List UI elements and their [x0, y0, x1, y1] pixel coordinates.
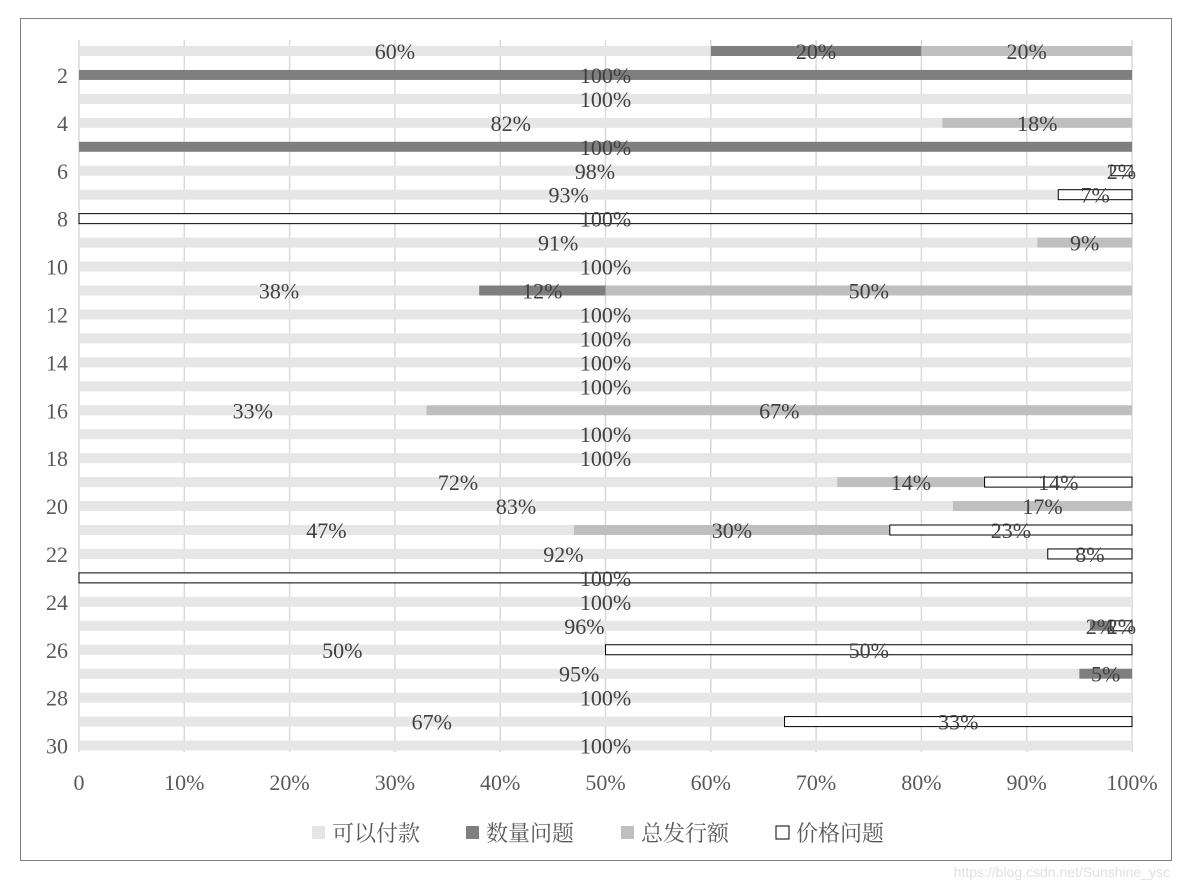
legend-label-3: 总发行额	[641, 822, 730, 847]
data-label: 17%	[1022, 494, 1063, 520]
data-label: 100%	[579, 254, 632, 280]
x-tick-label: 20%	[269, 770, 310, 795]
data-label: 60%	[374, 39, 416, 64]
data-label: 100%	[579, 733, 632, 759]
x-tick-label: 100%	[1106, 770, 1158, 795]
data-label: 67%	[759, 398, 800, 424]
data-label: 100%	[579, 326, 632, 352]
y-tick-label: 10	[46, 254, 68, 280]
y-tick-label: 6	[57, 158, 68, 184]
x-tick-label: 80%	[901, 770, 942, 795]
y-tick-label: 20	[46, 494, 68, 520]
data-label: 100%	[579, 350, 632, 376]
data-label: 95%	[559, 661, 600, 687]
data-label: 50%	[848, 278, 889, 304]
data-label: 2%	[1085, 613, 1116, 639]
data-label: 33%	[938, 709, 979, 735]
y-axis	[46, 63, 68, 759]
y-tick-label: 8	[57, 206, 68, 232]
data-label: 82%	[490, 110, 531, 136]
y-tick-label: 4	[57, 110, 68, 136]
y-tick-label: 26	[46, 637, 68, 663]
y-tick-label: 30	[46, 733, 68, 759]
data-label: 91%	[537, 230, 579, 256]
data-label: 100%	[579, 206, 632, 232]
data-label: 98%	[574, 158, 616, 184]
y-tick-label: 14	[46, 350, 68, 376]
legend-swatch-2	[466, 826, 479, 839]
y-tick-label: 24	[46, 589, 68, 615]
data-label: 5%	[1091, 661, 1121, 687]
data-label: 8%	[1075, 541, 1105, 567]
data-label: 9%	[1069, 230, 1100, 256]
data-label: 83%	[495, 494, 537, 520]
data-label: 100%	[579, 62, 632, 88]
y-tick-label: 22	[46, 541, 68, 567]
data-label: 100%	[579, 422, 632, 448]
y-tick-label: 2	[57, 62, 68, 88]
x-tick-label: 50%	[585, 770, 626, 795]
data-label: 100%	[579, 589, 632, 615]
data-label: 38%	[258, 278, 300, 304]
data-label: 100%	[579, 134, 632, 160]
y-tick-label: 18	[46, 446, 68, 472]
watermark-text: https://blog.csdn.net/Sunshine_ysc	[953, 864, 1170, 880]
x-tick-label: 60%	[690, 770, 731, 795]
data-label: 50%	[322, 637, 363, 663]
data-label: 30%	[711, 518, 753, 543]
y-tick-label: 16	[46, 398, 68, 424]
legend-label-1: 可以付款	[332, 822, 421, 847]
data-label: 67%	[411, 709, 452, 735]
data-label: 23%	[990, 518, 1032, 543]
data-label: 100%	[579, 685, 632, 711]
x-tick-label: 10%	[164, 770, 205, 795]
legend-label-4: 价格问题	[796, 822, 885, 847]
x-axis	[74, 770, 1158, 795]
x-tick-label: 0	[73, 770, 85, 795]
legend-swatch-1	[312, 826, 325, 839]
data-label: 47%	[306, 518, 347, 543]
data-label: 7%	[1080, 182, 1110, 208]
data-label: 20%	[1006, 39, 1047, 64]
data-label: 14%	[890, 470, 932, 496]
data-label: 12%	[522, 278, 563, 304]
data-label: 50%	[848, 637, 889, 663]
data-label: 72%	[437, 470, 479, 496]
data-label: 2%	[1106, 613, 1137, 639]
y-tick-label: 12	[46, 302, 68, 328]
data-label: 100%	[579, 302, 632, 328]
data-label: 2%	[1106, 158, 1137, 184]
x-tick-label: 40%	[480, 770, 521, 795]
y-tick-label: 28	[46, 685, 68, 711]
data-label: 100%	[579, 86, 632, 112]
legend-swatch-3	[621, 826, 634, 839]
data-label: 93%	[548, 182, 589, 208]
legend-label-2: 数量问题	[486, 822, 575, 847]
x-tick-label: 90%	[1006, 770, 1047, 795]
data-label: 33%	[232, 398, 273, 424]
data-label: 100%	[579, 374, 632, 400]
data-label: 96%	[564, 613, 605, 639]
data-label: 100%	[579, 446, 632, 472]
data-label: 14%	[1038, 470, 1079, 496]
data-label: 92%	[543, 541, 584, 567]
x-tick-label: 30%	[374, 770, 416, 795]
x-tick-label: 70%	[795, 770, 837, 795]
legend	[312, 822, 884, 847]
data-label: 20%	[795, 39, 837, 64]
data-label: 18%	[1017, 110, 1058, 136]
data-label: 100%	[579, 565, 632, 591]
legend-swatch-4	[776, 826, 789, 839]
